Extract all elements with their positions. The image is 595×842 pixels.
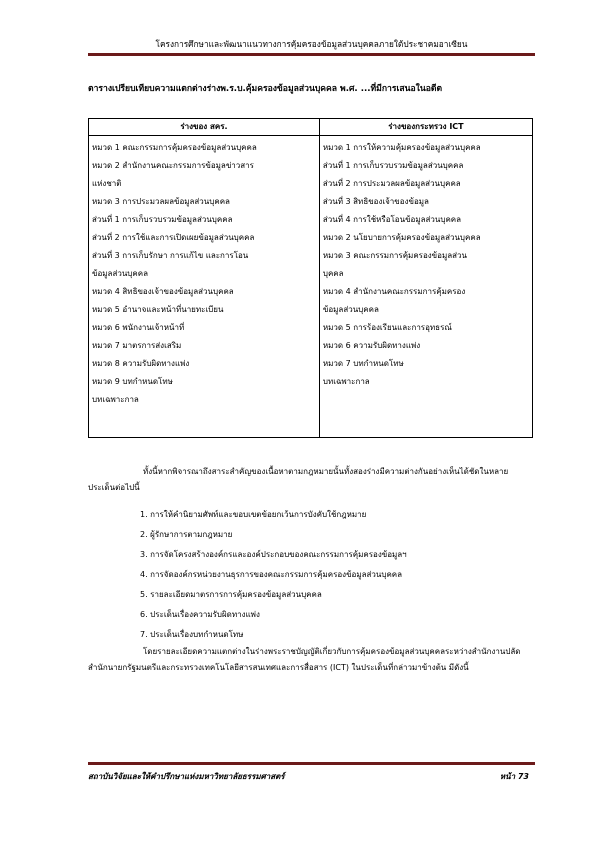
issue-list-item: 2. ผู้รักษาการตามกฎหมาย — [140, 530, 233, 539]
issue-list-item: 6. ประเด็นเรื่องความรับผิดทางแพ่ง — [140, 610, 260, 619]
okr-draft-item: ส่วนที่ 2 การใช้และการเปิดเผยข้อมูลส่วนบุคคล — [92, 233, 255, 242]
okr-draft-item: หมวด 2 สำนักงานคณะกรรมการข้อมูลข่าวสาร — [92, 161, 254, 170]
table-header-row — [89, 119, 533, 136]
ict-draft-item: หมวด 4 สำนักงานคณะกรรมการคุ้มครอง — [322, 287, 466, 296]
okr-draft-item: หมวด 9 บทกำหนดโทษ — [92, 377, 173, 386]
okr-draft-item: หมวด 1 คณะกรรมการคุ้มครองข้อมูลส่วนบุคคล — [92, 143, 257, 152]
page-number: หน้า 73 — [499, 772, 529, 781]
issue-list-item: 3. การจัดโครงสร้างองค์กรและองค์ประกอบของคณะกรรมการคุ้มครองข้อมูลฯ — [140, 550, 407, 559]
ict-draft-item: หมวด 1 การให้ความคุ้มครองข้อมูลส่วนบุคคล — [322, 143, 481, 152]
issue-list — [140, 505, 407, 645]
column-header-ict: ร่างของกระทรวง ICT — [319, 119, 532, 136]
ict-draft-item: หมวด 6 ความรับผิดทางแพ่ง — [322, 341, 421, 350]
okr-draft-item: ส่วนที่ 3 การเก็บรักษา การแก้ไข และการโอน — [92, 251, 249, 260]
issue-list-item: 7. ประเด็นเรื่องบทกำหนดโทษ — [140, 630, 244, 639]
okr-draft-item: บทเฉพาะกาล — [92, 395, 139, 404]
issue-list-item: 4. การจัดองค์กรหน่วยงานธุรการของคณะกรรมการคุ้มครองข้อมูลส่วนบุคคล — [140, 570, 403, 579]
footer-rule — [88, 762, 535, 765]
ict-draft-item: หมวด 7 บทกำหนดโทษ — [322, 359, 404, 368]
issue-list-item: 1. การให้คำนิยามศัพท์และขอบเขตข้อยกเว้นการบังคับใช้กฎหมาย — [140, 510, 367, 519]
ict-draft-item: ส่วนที่ 2 การประมวลผลข้อมูลส่วนบุคคล — [322, 179, 461, 188]
okr-draft-item: หมวด 8 ความรับผิดทางแพ่ง — [92, 359, 190, 368]
issue-list-item: 5. รายละเอียดมาตรการการคุ้มครองข้อมูลส่วนบุคคล — [140, 590, 322, 599]
running-header: โครงการศึกษาและพัฒนาแนวทางการคุ้มครองข้อมูลส่วนบุคคลภายใต้ประชาคมอาเซียน — [155, 39, 468, 49]
column-header-okr: ร่างของ สคร. — [89, 119, 320, 136]
ict-draft-item: หมวด 5 การร้องเรียนและการอุทธรณ์ — [322, 323, 452, 332]
okr-draft-item: ข้อมูลส่วนบุคคล — [92, 269, 148, 278]
ict-draft-item: บุคคล — [322, 269, 344, 278]
okr-draft-item: หมวด 5 อำนาจและหน้าที่นายทะเบียน — [92, 305, 224, 314]
table-caption: ตารางเปรียบเทียบความแตกต่างร่างพ.ร.บ.คุ้มครองข้อมูลส่วนบุคคล พ.ศ. ...ที่มีการเสนอในอดีต — [88, 84, 443, 94]
intro-paragraph: ทั้งนี้หากพิจารณาถึงสาระสำคัญของเนื้อหาตามกฎหมายนั้นทั้งสองร่างมีความต่างกันอย่างเห็นได้ชัดในหลายประเด็นต่อไปนี้ — [88, 467, 509, 492]
okr-draft-item: หมวด 3 การประมวลผลข้อมูลส่วนบุคคล — [92, 197, 230, 206]
comparison-table — [88, 118, 533, 438]
header-rule — [88, 53, 535, 56]
table-body-row — [89, 136, 533, 438]
ict-draft-item: ส่วนที่ 4 การใช้หรือโอนข้อมูลส่วนบุคคล — [322, 215, 462, 224]
ict-draft-item: ส่วนที่ 1 การเก็บรวบรวมข้อมูลส่วนบุคคล — [322, 161, 464, 170]
ict-draft-item: ส่วนที่ 3 สิทธิของเจ้าของข้อมูล — [322, 197, 429, 206]
okr-draft-item: ส่วนที่ 1 การเก็บรวบรวมข้อมูลส่วนบุคคล — [92, 215, 233, 224]
ict-draft-item: ข้อมูลส่วนบุคคล — [322, 305, 379, 314]
okr-draft-item: หมวด 6 พนักงานเจ้าหน้าที่ — [92, 323, 185, 332]
okr-draft-item: หมวด 7 มาตรการส่งเสริม — [92, 341, 182, 350]
detail-paragraph: โดยรายละเอียดความแตกต่างในร่างพระราชบัญญัติเกี่ยวกับการคุ้มครองข้อมูลส่วนบุคคลระหว่างสำนักงานปลัดสำนักนายกรัฐมนตรีและกระทรวงเทคโนโลยีสารสนเทศและการสื่อสาร (ICT) ในประเด็นที่กล่าวมาข้างต้น มีดังนี้ — [88, 647, 521, 672]
ict-draft-item: บทเฉพาะกาล — [322, 377, 370, 386]
ict-draft-item: หมวด 2 นโยบายการคุ้มครองข้อมูลส่วนบุคคล — [322, 233, 481, 242]
ict-draft-column — [319, 136, 532, 438]
okr-draft-item: แห่งชาติ — [92, 179, 122, 188]
okr-draft-item: หมวด 4 สิทธิของเจ้าของข้อมูลส่วนบุคคล — [92, 287, 234, 296]
okr-draft-column — [89, 136, 320, 438]
footer-institution: สถาบันวิจัยและให้คำปรึกษาแห่งมหาวิทยาลัยธรรมศาสตร์ — [88, 772, 285, 781]
ict-draft-item: หมวด 3 คณะกรรมการคุ้มครองข้อมูลส่วน — [322, 251, 467, 260]
